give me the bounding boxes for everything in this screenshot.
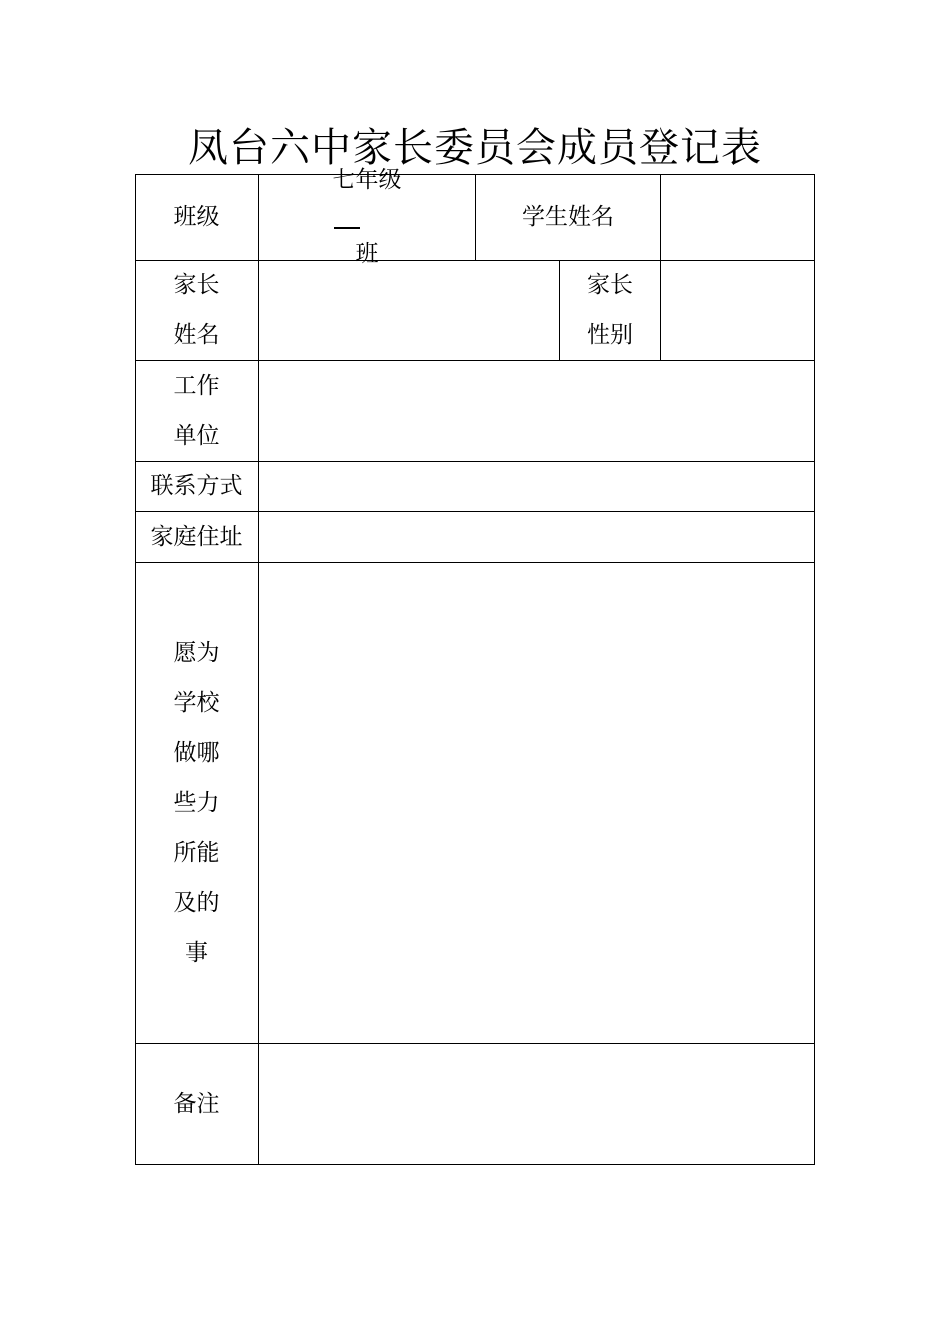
address-label-cell: [135, 511, 258, 562]
address-field[interactable]: [259, 512, 814, 562]
student-name-label-cell: [476, 174, 660, 260]
remarks-label-cell: [135, 1043, 258, 1165]
parent-name-label-cell: [135, 260, 258, 360]
parent-gender-label-cell: [560, 260, 660, 360]
contact-label-cell: [135, 461, 258, 511]
student-name-field[interactable]: [661, 175, 814, 260]
class-grade: 七年级: [332, 167, 402, 193]
parent-gender-field[interactable]: [661, 261, 814, 360]
form-title: 凤台六中家长委员会成员登记表: [188, 125, 762, 171]
willing-label-cell: [135, 562, 258, 1043]
class-value-cell[interactable]: [259, 167, 475, 267]
remarks-field[interactable]: [259, 1044, 814, 1164]
class-label-cell: [135, 174, 258, 260]
workplace-label: 工作 单位: [173, 372, 220, 449]
class-label: 班级: [173, 204, 220, 230]
willing-label: 愿为 学校 做哪 些力 所能 及的 事: [173, 639, 220, 966]
workplace-field[interactable]: [259, 361, 814, 461]
remarks-label: 备注: [173, 1091, 220, 1117]
contact-label: 联系方式: [150, 473, 243, 499]
contact-field[interactable]: [259, 462, 814, 511]
parent-name-field[interactable]: [259, 261, 559, 360]
workplace-label-cell: [135, 360, 258, 461]
parent-gender-label: 家长 性别: [587, 272, 633, 348]
class-suffix: 班: [355, 241, 379, 267]
parent-name-label: 家长 姓名: [173, 272, 220, 348]
class-number-blank[interactable]: [334, 205, 360, 229]
address-label: 家庭住址: [150, 523, 243, 550]
student-name-label: 学生姓名: [522, 204, 614, 230]
willing-field[interactable]: [259, 563, 814, 1043]
